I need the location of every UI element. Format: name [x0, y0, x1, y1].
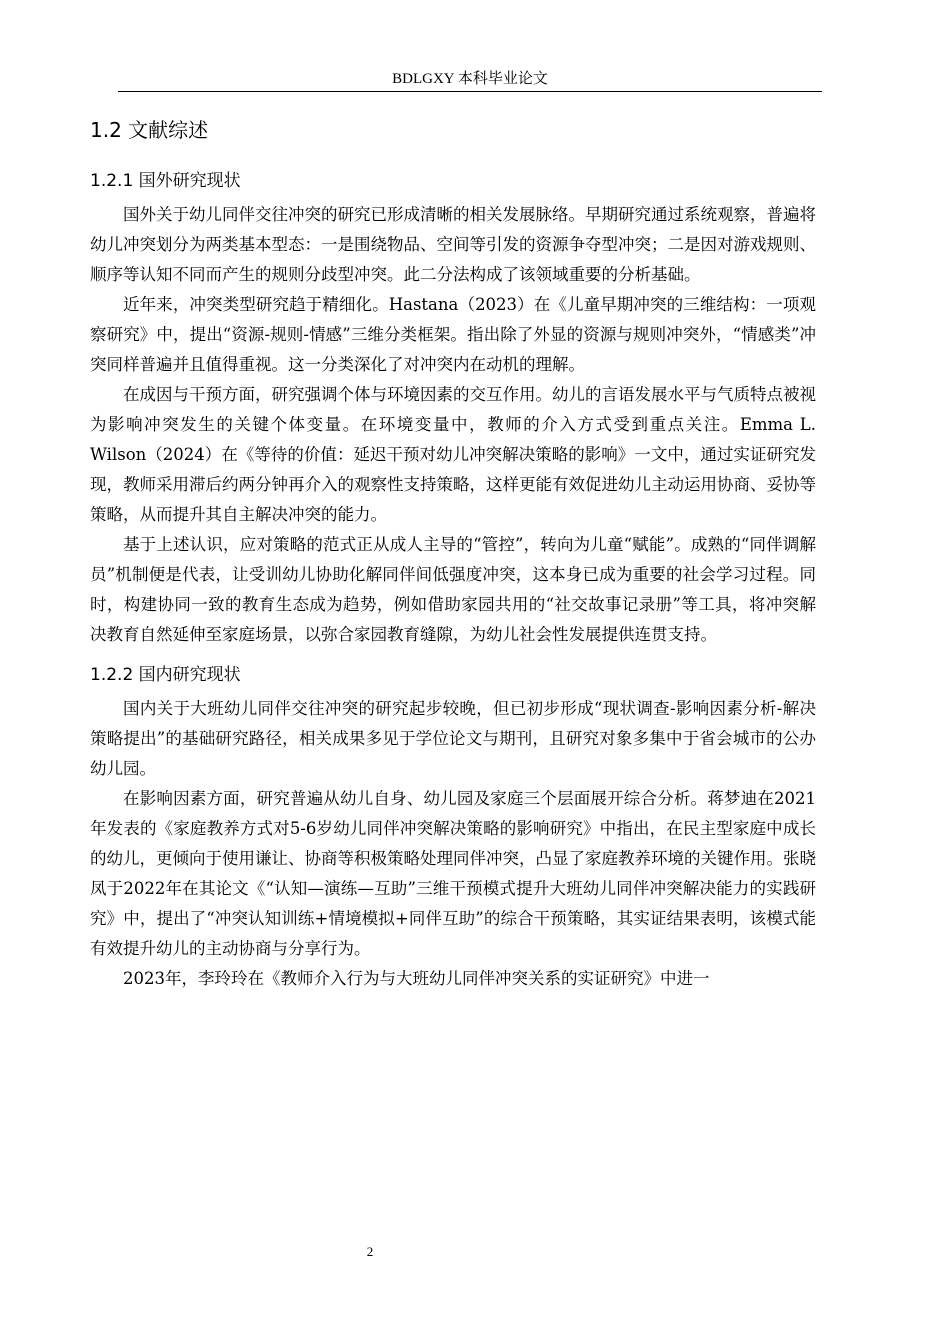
page-body: [90, 116, 816, 994]
paragraph: 在成因与干预方面，研究强调个体与环境因素的交互作用。幼儿的言语发展水平与气质特点被视为影响冲突发生的关键个体变量。在环境变量中，教师的介入方式受到重点关注。Emma L. Wilson（2024）在《等待的价值：延迟干预对幼儿冲突解决策略的影响》一文中，通过实证研究发现，教师采用滞后约两分钟再介入的观察性支持策略，这样更能有效促进幼儿主动运用协商、妥协等策略，从而提升其自主解决冲突的能力。: [90, 385, 816, 524]
subsection-heading-domestic: 1.2.2 国内研究现状: [90, 665, 241, 685]
paragraph: 国内关于大班幼儿同伴交往冲突的研究起步较晚，但已初步形成“现状调查-影响因素分析-解决策略提出”的基础研究路径，相关成果多见于学位论文与期刊，且研究对象多集中于省会城市的公办幼儿园。: [90, 699, 816, 778]
subsection-heading-foreign: 1.2.1 国外研究现状: [90, 171, 241, 191]
header-divider: [118, 91, 822, 92]
paragraph: 在影响因素方面，研究普遍从幼儿自身、幼儿园及家庭三个层面展开综合分析。蒋梦迪在2021年发表的《家庭教养方式对5-6岁幼儿同伴冲突解决策略的影响研究》中指出，在民主型家庭中成长的幼儿，更倾向于使用谦让、协商等积极策略处理同伴冲突，凸显了家庭教养环境的关键作用。张晓凤于2022年在其论文《“认知—演练—互助”三维干预模式提升大班幼儿同伴冲突解决能力的实践研究》中，提出了“冲突认知训练+情境模拟+同伴互助”的综合干预策略，其实证结果表明，该模式能有效提升幼儿的主动协商与分享行为。: [90, 789, 816, 958]
section-heading: 1.2 文献综述: [90, 118, 209, 142]
paragraph: 2023年，李玲玲在《教师介入行为与大班幼儿同伴冲突关系的实证研究》中进一: [123, 969, 710, 988]
paragraph: 近年来，冲突类型研究趋于精细化。Hastana（2023）在《儿童早期冲突的三维结构：一项观察研究》中，提出“资源-规则-情感”三维分类框架。指出除了外显的资源与规则冲突外，“情感类”冲突同样普遍并且值得重视。这一分类深化了对冲突内在动机的理解。: [90, 295, 816, 374]
page-number: 2: [366, 1244, 374, 1259]
paragraph: 国外关于幼儿同伴交往冲突的研究已形成清晰的相关发展脉络。早期研究通过系统观察，普遍将幼儿冲突划分为两类基本型态：一是围绕物品、空间等引发的资源争夺型冲突；二是因对游戏规则、顺序等认知不同而产生的规则分歧型冲突。此二分法构成了该领域重要的分析基础。: [90, 205, 816, 284]
page-header: BDLGXY 本科毕业论文: [392, 71, 548, 87]
paragraph: 基于上述认识，应对策略的范式正从成人主导的“管控”，转向为儿童“赋能”。成熟的“同伴调解员”机制便是代表，让受训幼儿协助化解同伴间低强度冲突，这本身已成为重要的社会学习过程。同时，构建协同一致的教育生态成为趋势，例如借助家园共用的“社交故事记录册”等工具，将冲突解决教育自然延伸至家庭场景，以弥合家园教育缝隙，为幼儿社会性发展提供连贯支持。: [90, 535, 816, 644]
